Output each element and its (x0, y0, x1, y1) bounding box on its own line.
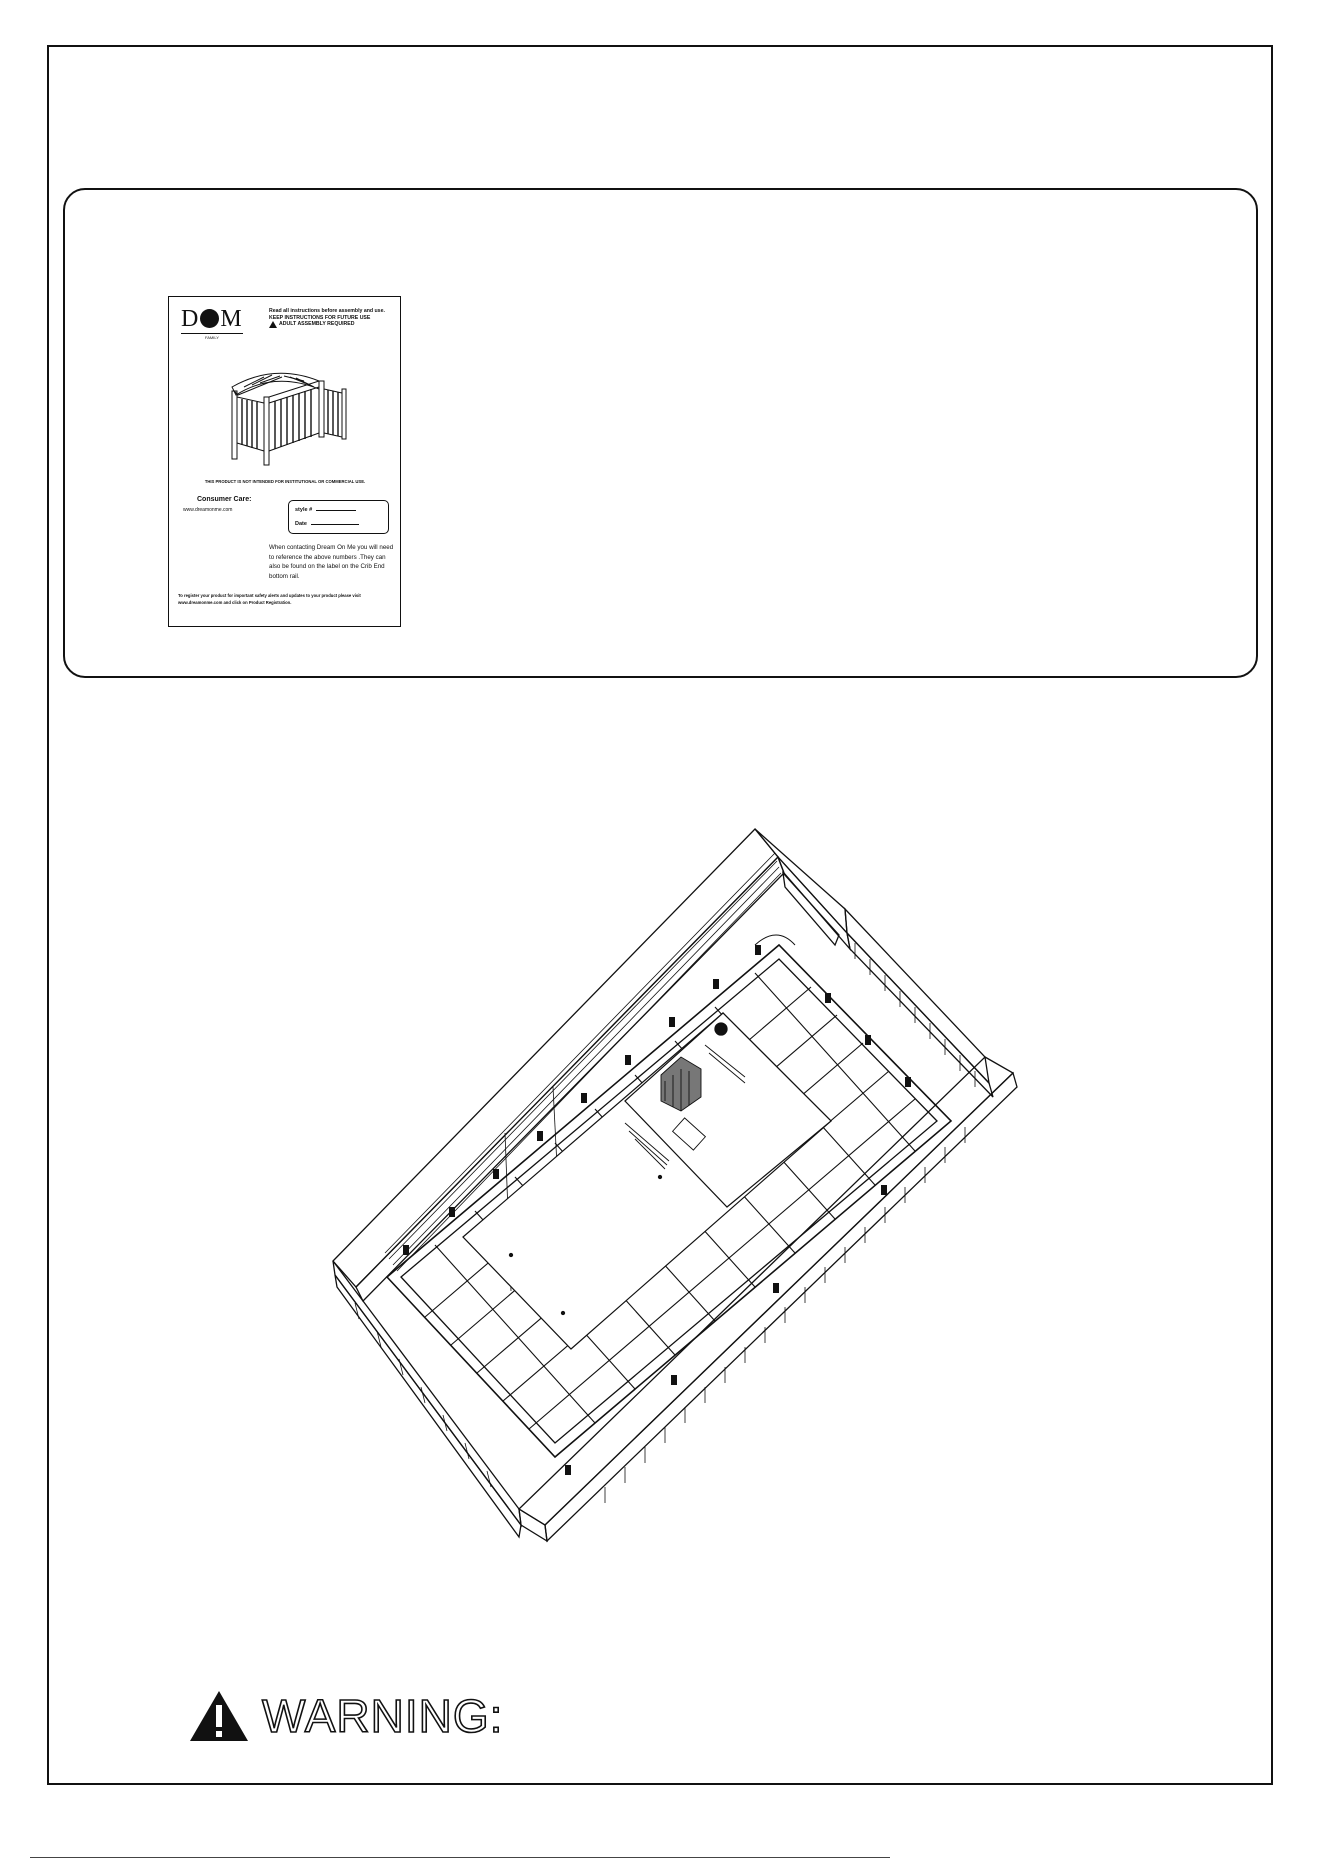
warning-triangle-icon (188, 1689, 250, 1743)
brand-logo: D M (181, 306, 243, 332)
booklet-contact-text: When contacting Dream On Me you will need to reference the above numbers .They can also be found on the label on the Crib End bottom rail. (269, 544, 394, 580)
instruction-booklet-illustration (168, 296, 401, 627)
booklet-disclaimer: THIS PRODUCT IS NOT INTENDED FOR INSTITUTIONAL OR COMMERCIAL USE. (204, 479, 366, 484)
date-label: Date (295, 521, 307, 527)
warning-heading (188, 1689, 503, 1743)
booklet-consumer-care: Consumer Care: (197, 496, 252, 503)
style-label: style # (295, 507, 313, 513)
brand-logo-sub: FAMILY (181, 333, 243, 340)
style-date-form (288, 500, 389, 534)
booklet-keep-instructions: KEEP INSTRUCTIONS FOR FUTURE USE (269, 314, 371, 321)
crib-illustration (224, 367, 349, 467)
booklet-read-instructions: Read all instructions before assembly and use. (269, 308, 385, 314)
booklet-adult-assembly: ADULT ASSEMBLY REQUIRED (279, 321, 355, 328)
crib-top-view-illustration (325, 825, 1025, 1545)
footer-rule (30, 1857, 890, 1858)
booklet-register-text: To register your product for important safety alerts and updates to your product please visit www.dreamonme.com and click on Product Registration. (178, 593, 361, 605)
booklet-care-site: www.dreamonme.com (183, 507, 233, 513)
warning-label: WARNING: (262, 1690, 504, 1742)
warning-triangle-icon (269, 321, 277, 328)
